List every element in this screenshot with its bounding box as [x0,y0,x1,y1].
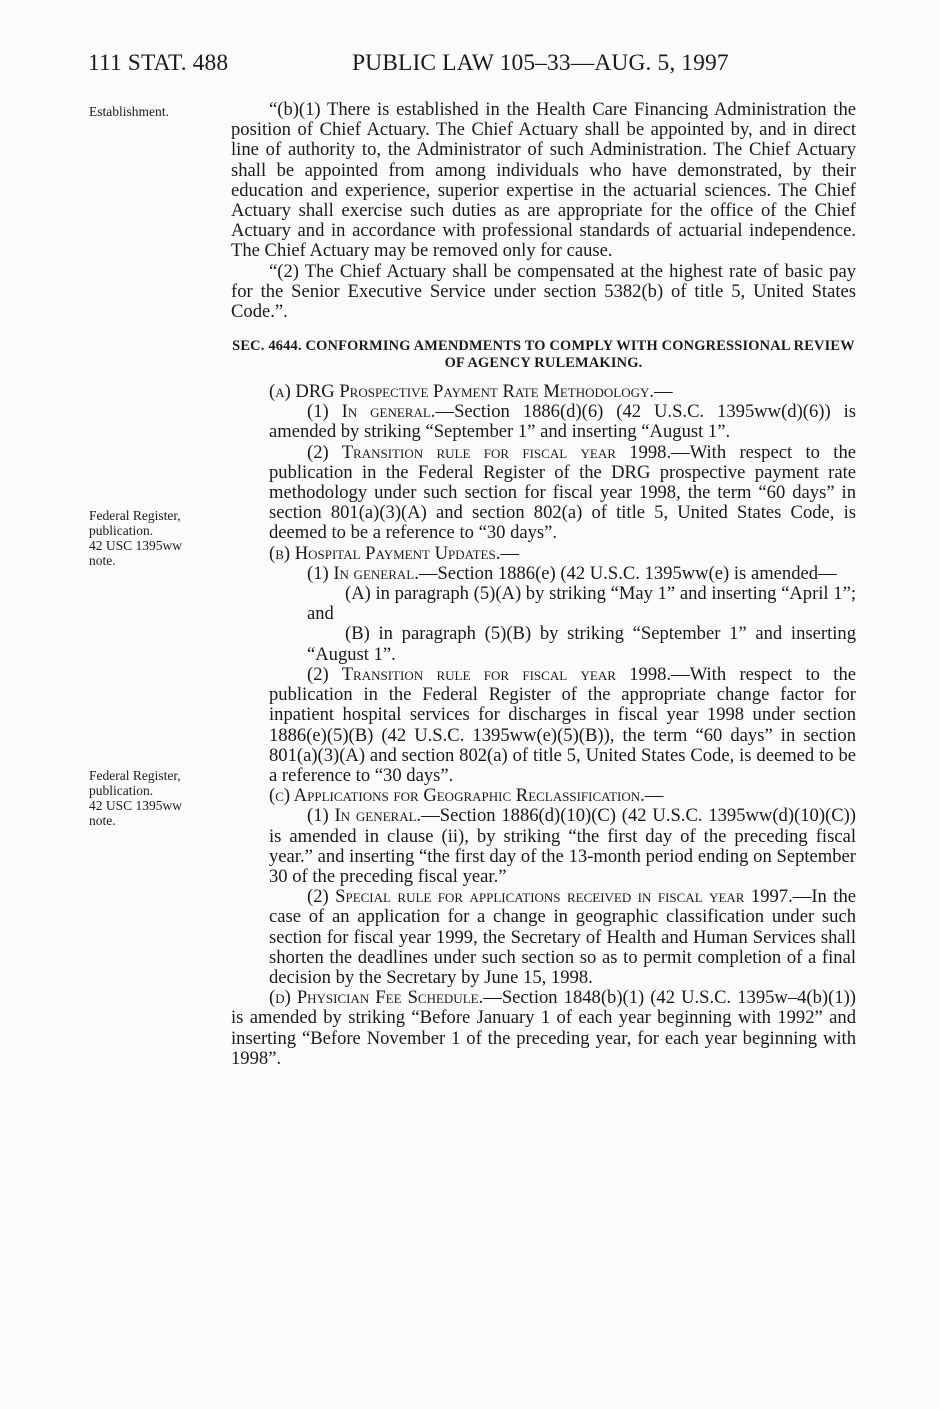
paragraph-a1 [269,402,856,442]
subsection-a-heading [269,382,856,402]
paragraph-c2-text: —In the case of an application for a change in geographic classification under such section for fiscal year 1999, the Secretary of Health and Human Services shall shorten the deadlines under such section so as to permit completion of a final decision by the Secretary by June 15, 1998. [269,886,856,988]
subsection-b-heading [269,544,856,564]
paragraph-b1: “(b)(1) There is established in the Health Care Financing Administration the position of Chief Actuary. The Chief Actuary shall be appointed by, and in direct line of authority to, the Administrator of such Administration. The Chief Actuary shall be appointed from among individuals who have demonstrated, by their education and experience, superior expertise in the actuarial sciences. The Chief Actuary shall exercise such duties as are appropriate for the office of the Chief Actuary and in accordance with professional standards of actuarial independence. The Chief Actuary may be removed only for cause. [231,99,856,262]
subparagraph-b1A: (A) in paragraph (5)(A) by striking “May 1” and inserting “April 1”; and [307,583,856,625]
statute-body [231,100,856,1069]
margin-note-line: Federal Register, [89,768,181,783]
margin-note-line: note. [89,553,116,568]
subsection-d [231,988,856,1069]
margin-note-federal-register-1 [89,508,224,568]
paragraph-b1-text: —Section 1886(e) (42 U.S.C. 1395ww(e) is amended— [418,562,837,584]
margin-note-line: publication. [89,523,154,538]
margin-note-line: 42 USC 1395ww [89,538,183,553]
section-heading: SEC. 4644. CONFORMING AMENDMENTS TO COMPLY WITH CONGRESSIONAL REVIEW OF AGENCY RULEMAKING. [232,338,855,371]
paragraph-c1-text: —Section 1886(d)(10)(C) (42 U.S.C. 1395ww(d)(10)(C)) is amended in clause (ii), by striking “the first day of the preceding fiscal year.” and inserting “the first day of the 13-month period ending on September 30 of the preceding fiscal year.” [269,805,856,887]
subsection-d-text: —Section 1848(b)(1) (42 U.S.C. 1395w–4(b)(1)) is amended by striking “Before January 1 of each year beginning with 1992” and inserting “Before November 1 of the preceding year, for each year beginning with 1998”. [231,987,856,1069]
paragraph-a1-text: —Section 1886(d)(6) (42 U.S.C. 1395ww(d)(6)) is amended by striking “September 1” and inserting “August 1”. [269,401,856,443]
margin-note-line: note. [89,813,116,828]
subsection-c-heading-text: (c) Applications for Geographic Reclassification.— [269,785,664,807]
page-identifier: 111 STAT. 488 [88,50,229,76]
subsection-c-heading [269,786,856,806]
paragraph-a2 [269,443,856,544]
paragraph-c2 [269,887,856,988]
margin-note-line: Federal Register, [89,508,181,523]
paragraph-a2-text: —With respect to the publication in the Federal Register of the DRG prospective payment rate methodology under such section for fiscal year 1998, the term “60 days” in section 801(a)(3)(A) and section 802(a) of title 5, United States Code, is deemed to be a reference to “30 days”. [269,441,856,544]
paragraph-c1 [269,806,856,887]
subsection-a-heading-text: (a) DRG Prospective Payment Rate Methodology.— [269,381,673,403]
paragraph-b2-head: (2) Transition rule for fiscal year 1998. [307,663,672,685]
margin-note-line: 42 USC 1395ww [89,798,183,813]
subsection-d-head: (d) Physician Fee Schedule. [269,987,484,1009]
paragraph-b1-head: (1) In general. [307,562,419,584]
paragraph-b1-general [269,564,856,584]
paragraph-c2-head: (2) Special rule for applications received in fiscal year 1997. [307,886,793,908]
margin-note-line: publication. [89,783,154,798]
paragraph-a2-head: (2) Transition rule for fiscal year 1998. [307,441,672,463]
paragraph-b2-text: —With respect to the publication in the Federal Register of the appropriate change factor for inpatient hospital services for discharges in fiscal year 1998 under section 1886(e)(5)(B) (42 U.S.C. 1395ww(e)(5)(B)), the term “60 days” in section 801(a)(3)(A) and section 802(a) of title 5, United States Code, is deemed to be a reference to “30 days”. [269,663,856,786]
paragraph-c1-head: (1) In general. [307,805,422,827]
paragraph-b2 [269,665,856,786]
subparagraph-b1B: (B) in paragraph (5)(B) by striking “September 1” and inserting “August 1”. [307,623,856,665]
paragraph-b2: “(2) The Chief Actuary shall be compensated at the highest rate of basic pay for the Senior Executive Service under section 5382(b) of title 5, United States Code.”. [231,260,856,323]
running-header [88,50,858,86]
margin-note-federal-register-2 [89,768,224,828]
paragraph-a1-head: (1) In general. [307,401,436,423]
subsection-b-heading-text: (b) Hospital Payment Updates.— [269,542,519,564]
law-identifier: PUBLIC LAW 105–33—AUG. 5, 1997 [352,50,729,76]
margin-note-text: Establishment. [89,104,169,119]
margin-note-establishment [89,104,224,119]
